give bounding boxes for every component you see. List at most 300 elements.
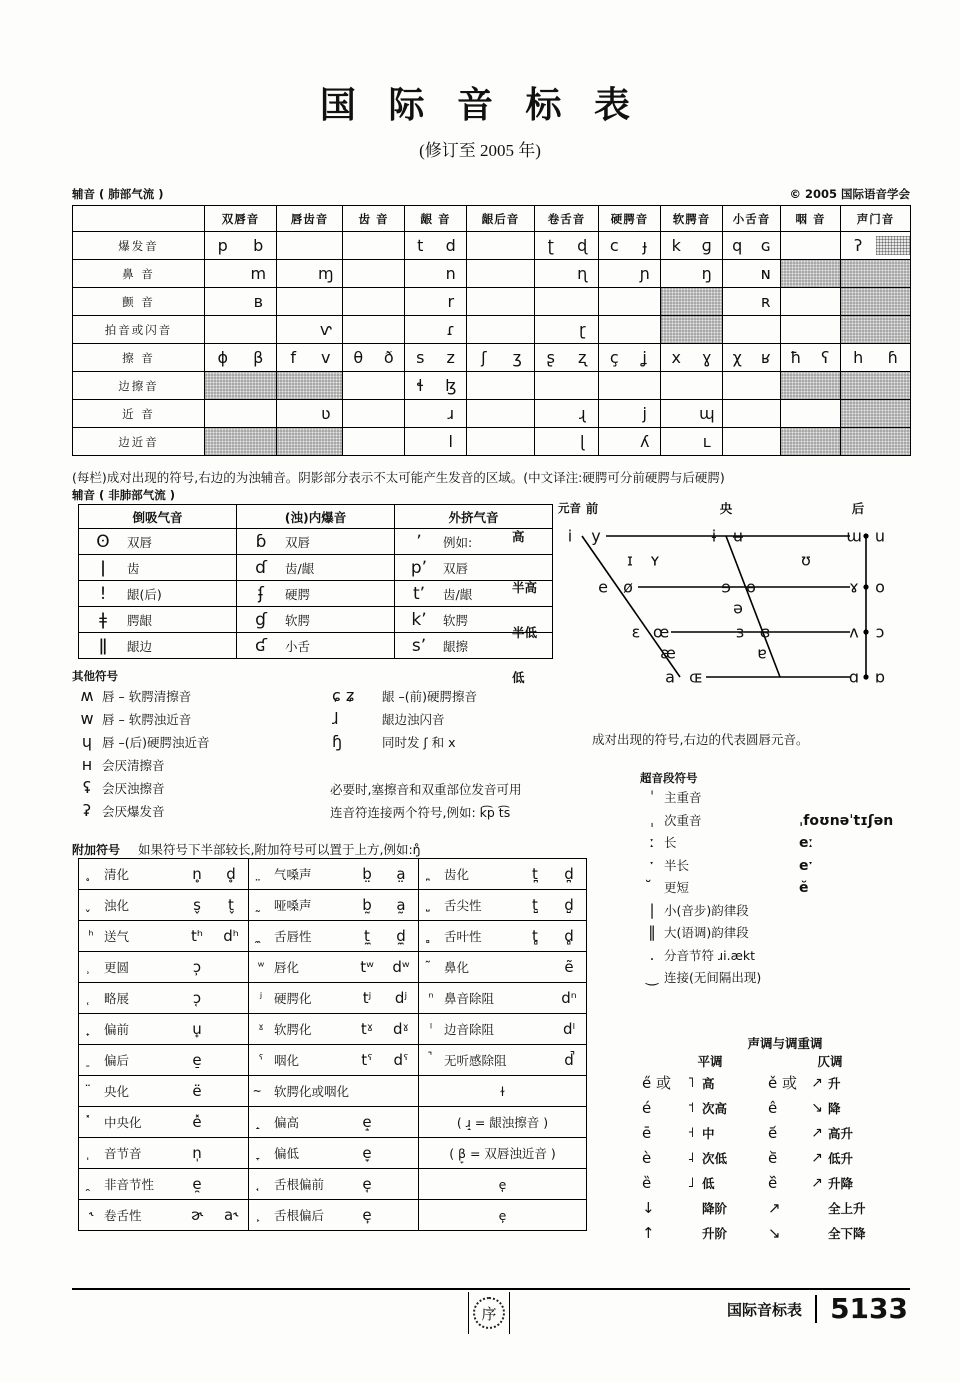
diacritic-row xyxy=(79,1169,587,1200)
other-symbol-row xyxy=(72,686,332,709)
diacritic-name: 软腭化 xyxy=(274,1022,312,1037)
vowel-symbol-20: ʌ xyxy=(849,622,859,642)
cell-r2-c10 xyxy=(841,288,911,316)
cell-r5-c7 xyxy=(661,372,723,400)
phoneme-voiceless: c xyxy=(609,236,619,255)
vowel-symbol-19: ɞ xyxy=(759,622,771,642)
diacritic-cell-c2-4 xyxy=(249,983,419,1014)
diacritic-mark xyxy=(249,1177,273,1192)
tones-level-list xyxy=(642,1070,782,1245)
diacritic-name: 卷舌性 xyxy=(104,1208,142,1223)
diacritic-name: 音节音 xyxy=(104,1146,142,1161)
diacritic-example-1: tˤ xyxy=(361,1051,373,1069)
phoneme-voiceless xyxy=(405,292,436,311)
diacritic-cell-c3-9 xyxy=(419,1138,587,1169)
nonpulmonic-cell-r4-c0 xyxy=(79,633,237,659)
diacritic-mark xyxy=(79,1177,103,1192)
phoneme-voiceless: k xyxy=(671,236,681,255)
tone-bar: ↗ xyxy=(811,1124,823,1141)
page-subtitle: (修订至 2005 年) xyxy=(419,141,541,160)
phoneme-voiced: ɭ xyxy=(580,432,585,451)
diacritic-cell-c3-3 xyxy=(419,952,587,983)
cell-r3-c8 xyxy=(723,316,781,344)
tone-contour-row xyxy=(768,1195,918,1220)
footer-divider xyxy=(72,1288,910,1290)
tone-letter: e᷄ xyxy=(768,1123,778,1142)
tone-level-row xyxy=(642,1195,782,1220)
nonpulmonic-text: 齿 xyxy=(127,560,140,576)
diacritic-mark xyxy=(249,929,273,944)
table-row xyxy=(73,428,911,456)
tone-name: 低升 xyxy=(828,1150,854,1166)
suprasegmental-symbol: | xyxy=(649,900,655,919)
vowel-symbol-18: ɜ xyxy=(735,622,745,642)
cell-r1-c3 xyxy=(405,260,467,288)
diacritic-mark: ʲ xyxy=(259,990,263,1006)
tone-letter: è xyxy=(642,1148,652,1167)
diacritic-example-2: a̰ xyxy=(396,896,406,914)
phoneme-voiced: ʁ xyxy=(760,348,771,367)
phoneme-voiced: d xyxy=(445,236,456,255)
vowel-position-2: 后 xyxy=(851,501,865,516)
cell-r7-c6 xyxy=(599,428,661,456)
column-header-0: 双唇音 xyxy=(205,206,277,232)
suprasegmental-symbol xyxy=(640,878,664,896)
other-symbol-row xyxy=(72,732,332,755)
diacritic-mark: ʷ xyxy=(257,959,265,975)
phoneme-voiceless xyxy=(599,432,630,451)
diacritic-name: 舌唇性 xyxy=(274,929,312,944)
pulmonic-consonant-table xyxy=(72,205,911,456)
phoneme-voiceless xyxy=(599,404,630,423)
vowel-symbol-22: æ xyxy=(660,643,676,663)
diacritics-header xyxy=(72,840,421,859)
diacritic-cell-c2-3 xyxy=(249,952,419,983)
cell-r3-c2 xyxy=(343,316,405,344)
diacritic-row xyxy=(79,859,587,890)
diacritic-cell-c3-11 xyxy=(419,1200,587,1231)
cell-r2-c8 xyxy=(723,288,781,316)
tone-letter: e̋ 或 xyxy=(642,1074,671,1092)
nonpulmonic-symbol: ʄ xyxy=(258,583,264,604)
diacritic-example-2: d̼ xyxy=(396,927,406,945)
cell-r6-c2 xyxy=(343,400,405,428)
nonpulmonic-text: 双唇 xyxy=(443,560,469,576)
cell-r1-c6 xyxy=(599,260,661,288)
diacritic-cell-c3-10 xyxy=(419,1169,587,1200)
table-row xyxy=(73,400,911,428)
diacritic-example-1: t̺ xyxy=(532,896,538,914)
nonpulmonic-text: 软腭 xyxy=(285,612,311,628)
phoneme-voiceless: ɬ xyxy=(416,376,425,395)
cell-r2-c0 xyxy=(205,288,277,316)
vowel-symbol-24: a xyxy=(665,667,675,687)
diacritic-mark xyxy=(79,960,103,975)
suprasegmental-text: 长 xyxy=(664,835,677,850)
other-symbol-text: 会厌清擦音 xyxy=(102,758,165,773)
cell-r4-c2 xyxy=(343,344,405,372)
nonpulmonic-header-1: (浊)内爆音 xyxy=(237,505,395,529)
vowel-height-2: 半低 xyxy=(512,625,538,640)
diacritic-name: 鼻音除阻 xyxy=(444,991,495,1006)
phoneme-voiced: ɳ xyxy=(577,264,588,283)
phoneme-voiceless: s xyxy=(416,348,425,367)
cell-r4-c1 xyxy=(277,344,343,372)
diacritic-example-1: tˠ xyxy=(360,1020,374,1038)
diacritic-mark: ʰ xyxy=(88,928,94,944)
cell-r5-c10 xyxy=(841,372,911,400)
phoneme-voiced: ʐ xyxy=(578,348,587,367)
phoneme-voiced: ʕ xyxy=(821,348,830,367)
phoneme-voiceless: ħ xyxy=(790,348,802,367)
diacritic-row xyxy=(79,1014,587,1045)
phoneme-voiced xyxy=(876,236,911,255)
tone-name: 低 xyxy=(702,1175,715,1191)
diacritic-cell-c1-8 xyxy=(79,1107,249,1138)
tone-letter: ȅ xyxy=(642,1173,652,1192)
table-row xyxy=(73,372,911,400)
nonpulmonic-row xyxy=(79,581,553,607)
cell-r5-c5 xyxy=(535,372,599,400)
cell-r0-c2 xyxy=(343,232,405,260)
phoneme-voiced: β xyxy=(253,348,264,367)
tone-name: 高 xyxy=(702,1075,715,1091)
diacritic-name: 哑嗓声 xyxy=(274,898,312,913)
diacritic-cell-c1-10 xyxy=(79,1169,249,1200)
diacritic-row xyxy=(79,921,587,952)
diacritic-example-1: e̘ xyxy=(362,1175,372,1193)
diacritic-name: 偏前 xyxy=(104,1022,130,1037)
diacritic-example-2: d̥ xyxy=(226,865,236,883)
vowel-symbol-25: ɶ xyxy=(689,667,703,687)
diacritic-mark: ⁿ xyxy=(428,990,434,1006)
tone-letter: ↗ xyxy=(768,1198,781,1217)
diacritic-cell-c1-1 xyxy=(79,890,249,921)
diacritic-cell-c3-5 xyxy=(419,1014,587,1045)
cell-r6-c10 xyxy=(841,400,911,428)
phoneme-voiced: ɰ xyxy=(698,404,715,423)
tones-level-label: 平调 xyxy=(697,1054,723,1069)
tones-contour-label: 仄调 xyxy=(817,1054,843,1069)
diacritic-mark xyxy=(79,991,103,1006)
tone-name: 次低 xyxy=(702,1150,728,1166)
diacritic-cell-c2-11 xyxy=(249,1200,419,1231)
phoneme-voiced: ʙ xyxy=(253,292,263,311)
phoneme-voiced: ɟ xyxy=(642,236,647,255)
other-symbols-label: 其他符号 xyxy=(72,669,118,683)
pulmonic-label: 辅音 ( 肺部气流 ) xyxy=(72,187,164,201)
vowel-height-3: 低 xyxy=(512,670,525,685)
nonpulmonic-text: 硬腭 xyxy=(285,586,311,602)
phoneme-voiced: m xyxy=(250,264,267,283)
nonpulmonic-cell-r2-c1 xyxy=(237,581,395,607)
cell-r1-c0 xyxy=(205,260,277,288)
nonpulmonic-row xyxy=(79,529,553,555)
nonpulmonic-row xyxy=(79,633,553,659)
cell-r7-c10 xyxy=(841,428,911,456)
nonpulmonic-label: 辅音 ( 非肺部气流 ) xyxy=(72,488,176,502)
diacritic-mark xyxy=(419,1053,443,1068)
suprasegmental-text: 更短 xyxy=(664,880,690,895)
diacritic-cell-c2-7 xyxy=(249,1076,419,1107)
diacritic-example-1: t̪ xyxy=(532,865,538,883)
diacritic-example-2: d̚ xyxy=(564,1051,574,1069)
copyright-notice: © 2005 国际语音学会 xyxy=(789,187,910,201)
nonpulmonic-text: 龈擦 xyxy=(443,638,469,654)
diacritic-name: 中央化 xyxy=(104,1115,142,1130)
diacritic-example-1: b̤ xyxy=(362,865,372,883)
diacritic-cell-c3-8 xyxy=(419,1107,587,1138)
phoneme-voiceless xyxy=(535,432,567,451)
diacritic-mark xyxy=(249,1208,273,1223)
cell-r5-c3 xyxy=(405,372,467,400)
vowel-symbol-9: e xyxy=(598,577,608,597)
diacritic-row xyxy=(79,890,587,921)
suprasegmental-symbol: ˌ xyxy=(649,810,655,829)
tone-contour-row xyxy=(768,1095,918,1120)
cell-r0-c0 xyxy=(205,232,277,260)
cell-r0-c10 xyxy=(841,232,911,260)
diacritic-mark xyxy=(79,867,103,882)
tone-level-row xyxy=(642,1070,782,1095)
diacritic-cell-c2-6 xyxy=(249,1045,419,1076)
suprasegmental-text: 大(语调)韵律段 xyxy=(664,925,749,940)
other-symbol-row xyxy=(72,778,332,801)
diacritic-example-2: d̪ xyxy=(564,865,574,883)
nonpulmonic-cell-r0-c2 xyxy=(395,529,553,555)
cell-r0-c7 xyxy=(661,232,723,260)
nonpulmonic-symbol: ʛ xyxy=(254,635,268,656)
diacritic-example-2: a˞ xyxy=(224,1206,238,1224)
cell-r6-c1 xyxy=(277,400,343,428)
row-label-5: 边擦音 xyxy=(73,372,205,400)
cell-r3-c3 xyxy=(405,316,467,344)
tone-bar: ↗ xyxy=(811,1174,823,1191)
diacritic-example-1: n̥ xyxy=(192,865,202,883)
cell-r3-c5 xyxy=(535,316,599,344)
cell-r5-c4 xyxy=(467,372,535,400)
phoneme-voiceless xyxy=(661,404,692,423)
cell-r3-c7 xyxy=(661,316,723,344)
diacritic-cell-c2-10 xyxy=(249,1169,419,1200)
cell-r4-c5 xyxy=(535,344,599,372)
tone-name: 次高 xyxy=(702,1100,728,1116)
other-symbol-text: 龈边浊闪音 xyxy=(382,712,445,727)
other-symbol-row xyxy=(72,801,332,824)
cell-r4-c6 xyxy=(599,344,661,372)
cell-r7-c3 xyxy=(405,428,467,456)
suprasegmental-symbol: ˈ xyxy=(649,788,655,806)
tone-bar: ˩ xyxy=(687,1174,695,1191)
diacritic-name: 舌根偏后 xyxy=(274,1208,325,1223)
diacritic-example-1: ɔ̹ xyxy=(192,958,202,976)
suprasegmental-row xyxy=(640,968,940,991)
nonpulmonic-symbol: pʼ xyxy=(410,557,428,578)
cell-r6-c7 xyxy=(661,400,723,428)
diacritics-note: 如果符号下半部较长,附加符号可以置于上方,例如:ŋ̊ xyxy=(138,842,421,857)
diacritic-name: 送气 xyxy=(104,929,130,944)
phoneme-voiced: ɾ xyxy=(446,320,455,339)
diacritic-example-2: d̻ xyxy=(564,927,574,945)
suprasegmental-text: 次重音 xyxy=(664,812,702,828)
phoneme-voiced: n xyxy=(445,264,456,283)
nonpulmonic-cell-r1-c0 xyxy=(79,555,237,581)
cell-r0-c9 xyxy=(781,232,841,260)
phoneme-voiceless xyxy=(661,264,692,283)
phoneme-voiceless: χ xyxy=(732,348,742,367)
cell-r0-c1 xyxy=(277,232,343,260)
phoneme-voiced: ɡ xyxy=(701,236,712,255)
vowel-symbol-27: ɒ xyxy=(874,667,886,687)
cell-r2-c3 xyxy=(405,288,467,316)
suprasegmental-example: ˌfoʊnəˈtɪʃən xyxy=(799,812,894,829)
table-corner-cell xyxy=(73,206,205,232)
phoneme-voiceless xyxy=(277,320,310,339)
diacritic-name: 气嗓声 xyxy=(274,867,312,882)
phoneme-voiceless: q xyxy=(732,236,743,255)
suprasegmental-symbol: ‖ xyxy=(648,923,656,941)
diacritic-example-2: d̺ xyxy=(564,896,574,914)
other-symbol-text: 唇 – 软腭浊近音 xyxy=(102,712,192,727)
cell-r4-c8 xyxy=(723,344,781,372)
cell-r6-c0 xyxy=(205,400,277,428)
phoneme-voiceless: ɸ xyxy=(217,348,229,367)
nonpulmonic-symbol: ɠ xyxy=(255,609,267,630)
vowel-symbol-11: ɘ xyxy=(721,577,731,597)
diacritic-extra-note: ɫ xyxy=(500,1083,505,1099)
cell-r5-c9 xyxy=(781,372,841,400)
diacritic-mark xyxy=(419,960,443,975)
phoneme-voiced: ɹ xyxy=(447,404,455,423)
other-symbol-glyph: w xyxy=(80,709,94,728)
phoneme-voiced: ɦ xyxy=(887,348,898,367)
diacritic-cell-c1-11 xyxy=(79,1200,249,1231)
page-title: 国 际 音 标 表 xyxy=(319,85,641,126)
phoneme-voiced: ɴ xyxy=(760,264,771,283)
nonpulmonic-text: 软腭 xyxy=(443,612,469,628)
row-label-6: 近 音 xyxy=(73,400,205,428)
nonpulmonic-text: 齿/龈 xyxy=(443,586,473,602)
cell-r6-c5 xyxy=(535,400,599,428)
phoneme-voiced: r xyxy=(447,292,455,311)
cell-r7-c0 xyxy=(205,428,277,456)
phoneme-voiceless: ʂ xyxy=(546,348,555,367)
nonpulmonic-header-0: 倒吸气音 xyxy=(79,505,237,529)
diacritic-example-1: t̻ xyxy=(532,927,538,945)
tone-name: 高升 xyxy=(828,1125,854,1141)
vowel-position-1: 央 xyxy=(719,501,733,516)
phoneme-voiceless xyxy=(277,264,310,283)
diacritic-example-2: dʷ xyxy=(392,958,410,976)
cell-r0-c6 xyxy=(599,232,661,260)
nonpulmonic-text: 例如: xyxy=(443,534,473,550)
phoneme-voiceless: t xyxy=(417,236,424,255)
tones-title: 声调与调重调 xyxy=(747,1036,823,1051)
vowel-symbol-1: y xyxy=(591,526,601,546)
nonpulmonic-cell-r1-c2 xyxy=(395,555,553,581)
diacritic-mark xyxy=(79,898,103,913)
suprasegmental-row xyxy=(640,856,940,879)
tone-letter: é xyxy=(642,1098,652,1117)
phoneme-voiceless xyxy=(661,432,692,451)
diacritic-example-1: tʷ xyxy=(360,958,374,976)
tone-contour-row xyxy=(768,1220,918,1245)
tone-name: 降 xyxy=(828,1100,841,1116)
other-symbols-note-0: 必要时,塞擦音和双重部位发音可用 xyxy=(330,782,522,797)
nonpulmonic-symbol: sʼ xyxy=(411,635,427,656)
diacritic-example-1: s̬ xyxy=(193,896,201,914)
other-symbol-row xyxy=(330,732,620,755)
cell-r1-c7 xyxy=(661,260,723,288)
cell-r5-c0 xyxy=(205,372,277,400)
suprasegmental-row xyxy=(640,811,940,834)
nonpulmonic-symbol: tʼ xyxy=(412,583,426,604)
diacritics-body xyxy=(79,859,587,1231)
other-symbol-glyph: ʍ xyxy=(80,686,94,705)
diacritic-cell-c1-4 xyxy=(79,983,249,1014)
cell-r1-c2 xyxy=(343,260,405,288)
cell-r1-c10 xyxy=(841,260,911,288)
other-symbol-glyph: ɥ xyxy=(81,732,93,751)
phoneme-voiced: ʝ xyxy=(642,348,648,367)
pulmonic-consonants-section xyxy=(72,186,910,456)
diacritic-name: 偏后 xyxy=(104,1053,130,1068)
column-header-2: 齿 音 xyxy=(343,206,405,232)
cell-r7-c2 xyxy=(343,428,405,456)
nonpulmonic-symbol: ǂ xyxy=(99,609,107,630)
tone-level-row xyxy=(642,1220,782,1245)
vowels-note: 成对出现的符号,右边的代表圆唇元音。 xyxy=(592,732,809,747)
tone-bar: ˦ xyxy=(687,1099,695,1116)
other-symbol-text: 唇 –(后)硬腭浊近音 xyxy=(102,735,210,750)
phoneme-voiceless: h xyxy=(853,348,864,367)
nonpulmonic-text: 齿/龈 xyxy=(285,560,315,576)
other-symbol-glyph: ɕ ʑ xyxy=(332,686,355,705)
other-symbol-glyph: ʜ xyxy=(81,755,93,774)
phoneme-voiced: ʋ xyxy=(320,404,331,423)
cell-r7-c9 xyxy=(781,428,841,456)
suprasegmental-text: 主重音 xyxy=(664,790,702,805)
pulmonic-note: (每栏)成对出现的符号,右边的为浊辅音。阴影部分表示不太可能产生发音的区域。(中文译注:硬腭可分前硬腭与后硬腭) xyxy=(72,470,725,485)
diacritic-example-1: e̠ xyxy=(192,1051,202,1069)
diacritic-example-1: tʰ xyxy=(191,927,203,945)
other-symbols-left-column xyxy=(72,686,332,824)
diacritic-mark: ˤ xyxy=(258,1052,264,1068)
cell-r4-c10 xyxy=(841,344,911,372)
nonpulmonic-symbol: ʼ xyxy=(416,531,422,552)
table-row xyxy=(73,316,911,344)
phoneme-voiced: b xyxy=(253,236,264,255)
tone-letter: e᷈ xyxy=(768,1173,778,1192)
diacritic-example-1: n̩ xyxy=(192,1144,202,1162)
suprasegmentals-label: 超音段符号 xyxy=(640,771,698,785)
tone-letter: e᷅ xyxy=(768,1148,778,1167)
vowel-position-0: 前 xyxy=(585,501,599,516)
suprasegmental-symbol: ː xyxy=(649,833,655,851)
other-symbol-text: 龈 –(前)硬腭擦音 xyxy=(382,689,477,704)
suprasegmental-text: 连接(无间隔出现) xyxy=(664,970,762,985)
phoneme-voiceless xyxy=(277,404,310,423)
cell-r7-c5 xyxy=(535,428,599,456)
column-header-7: 软腭音 xyxy=(661,206,723,232)
diacritic-cell-c1-6 xyxy=(79,1045,249,1076)
cell-r5-c2 xyxy=(343,372,405,400)
diacritic-example-2: dˠ xyxy=(393,1020,409,1038)
phoneme-voiceless: θ xyxy=(353,348,364,367)
tone-letter: ě 或 xyxy=(768,1074,797,1092)
nonpulmonic-symbol: ǁ xyxy=(98,635,108,656)
diacritic-cell-c3-1 xyxy=(419,890,587,921)
